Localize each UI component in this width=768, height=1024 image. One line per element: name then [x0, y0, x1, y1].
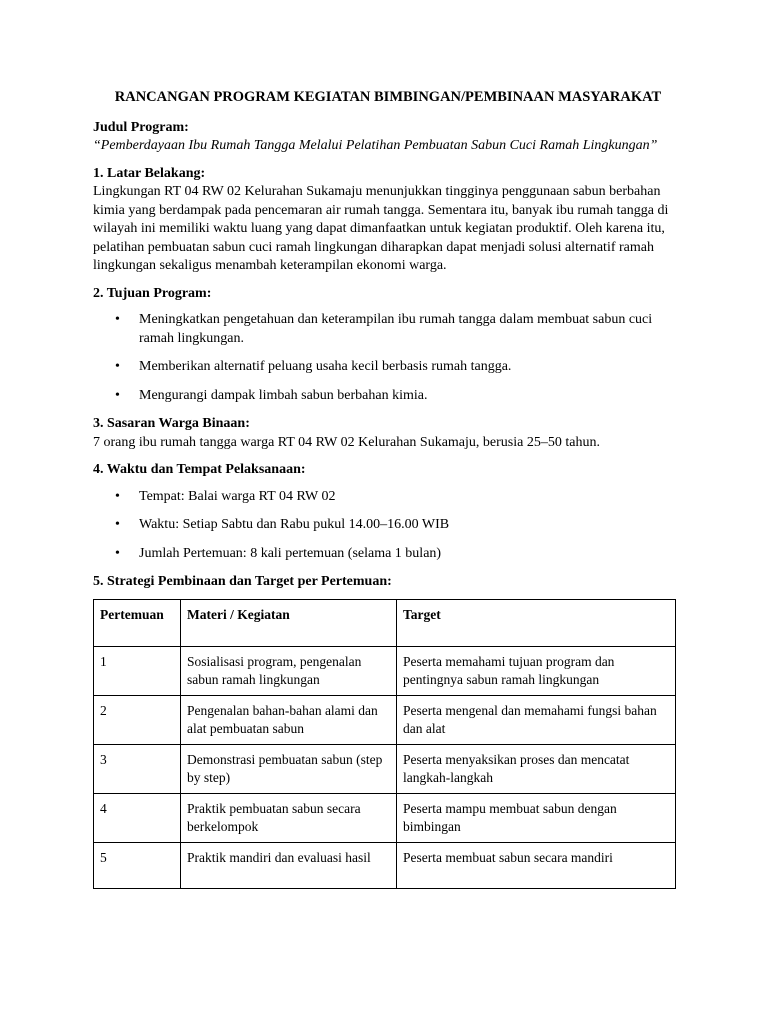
table-row — [94, 793, 676, 842]
list-item: • Tempat: Balai warga RT 04 RW 02 — [93, 488, 683, 507]
list-item: • Memberikan alternatif peluang usaha kecil berbasis rumah tangga. — [93, 358, 683, 377]
judul-text: “Pemberdayaan Ibu Rumah Tangga Melalui Pelatihan Pembuatan Sabun Cuci Ramah Lingkungan” — [93, 138, 658, 153]
cell-target: Peserta memahami tujuan program dan pentingnya sabun ramah lingkungan — [397, 646, 676, 695]
section-judul — [93, 119, 683, 156]
cell-pertemuan: 1 — [94, 646, 181, 695]
bullet-icon: • — [115, 545, 120, 561]
cell-pertemuan: 2 — [94, 695, 181, 744]
latar-text: Lingkungan RT 04 RW 02 Kelurahan Sukamaju menunjukkan tingginya penggunaan sabun berbahan kimia yang berdampak pada pencemaran air rumah tangga. Sementara itu, banyak ibu rumah tangga di wilayah ini memiliki waktu luang yang dapat dimanfaatkan untuk kegiatan produktif. Oleh karena itu, pelatihan pembuatan sabun cuci ramah lingkungan diharapkan dapat menjadi solusi alternatif ramah lingkungan sekaligus menambah keterampilan ekonomi warga. — [93, 184, 669, 273]
header-target: Target — [397, 599, 676, 646]
cell-materi: Pengenalan bahan-bahan alami dan alat pembuatan sabun — [181, 695, 397, 744]
document-title: RANCANGAN PROGRAM KEGIATAN BIMBINGAN/PEMBINAAN MASYARAKAT — [114, 89, 662, 105]
bullet-icon: • — [115, 359, 120, 374]
sasaran-heading: 3. Sasaran Warga Binaan: — [93, 416, 250, 431]
bullet-icon: • — [115, 488, 120, 504]
header-materi: Materi / Kegiatan — [181, 599, 397, 646]
waktu-heading: 4. Waktu dan Tempat Pelaksanaan: — [93, 462, 306, 477]
cell-materi: Praktik pembuatan sabun secara berkelompok — [181, 793, 397, 842]
cell-pertemuan: 3 — [94, 744, 181, 793]
list-item: • Mengurangi dampak limbah sabun berbahan kimia. — [93, 387, 683, 406]
header-pertemuan: Pertemuan — [94, 599, 181, 646]
cell-target: Peserta menyaksikan proses dan mencatat langkah-langkah — [397, 744, 676, 793]
list-item: • Meningkatkan pengetahuan dan keterampilan ibu rumah tangga dalam membuat sabun cuci ramah lingkungan. — [115, 312, 653, 346]
sasaran-text: 7 orang ibu rumah tangga warga RT 04 RW 02 Kelurahan Sukamaju, berusia 25–50 tahun. — [93, 434, 600, 450]
latar-heading: 1. Latar Belakang: — [93, 165, 206, 181]
table-row — [94, 646, 676, 695]
list-item: • Waktu: Setiap Sabtu dan Rabu pukul 14.00–16.00 WIB — [93, 516, 683, 535]
cell-pertemuan: 4 — [94, 793, 181, 842]
cell-pertemuan: 5 — [94, 842, 181, 888]
cell-materi: Praktik mandiri dan evaluasi hasil — [181, 842, 397, 888]
cell-target: Peserta membuat sabun secara mandiri — [397, 842, 676, 888]
bullet-icon: • — [115, 387, 120, 403]
table-row — [94, 744, 676, 793]
section-strategi — [93, 573, 683, 889]
tujuan-heading: 2. Tujuan Program: — [93, 285, 212, 301]
list-item: • Jumlah Pertemuan: 8 kali pertemuan (selama 1 bulan) — [93, 545, 683, 564]
judul-label: Judul Program: — [93, 119, 189, 135]
table-row — [94, 695, 676, 744]
section-sasaran — [93, 415, 683, 452]
table-row — [94, 842, 676, 888]
cell-target: Peserta mengenal dan memahami fungsi bahan dan alat — [397, 695, 676, 744]
cell-materi: Demonstrasi pembuatan sabun (step by step) — [181, 744, 397, 793]
bullet-icon: • — [115, 312, 120, 327]
document-content — [93, 88, 683, 889]
section-waktu — [93, 461, 683, 563]
section-tujuan — [93, 285, 683, 406]
waktu-list — [93, 488, 683, 564]
table-header-row — [94, 599, 676, 646]
section-latar-belakang — [93, 165, 683, 276]
tujuan-list — [93, 311, 683, 405]
strategi-heading: 5. Strategi Pembinaan dan Target per Pertemuan: — [93, 574, 392, 589]
cell-target: Peserta mampu membuat sabun dengan bimbingan — [397, 793, 676, 842]
strategi-table — [93, 599, 676, 889]
bullet-icon: • — [115, 517, 120, 532]
cell-materi: Sosialisasi program, pengenalan sabun ramah lingkungan — [181, 646, 397, 695]
